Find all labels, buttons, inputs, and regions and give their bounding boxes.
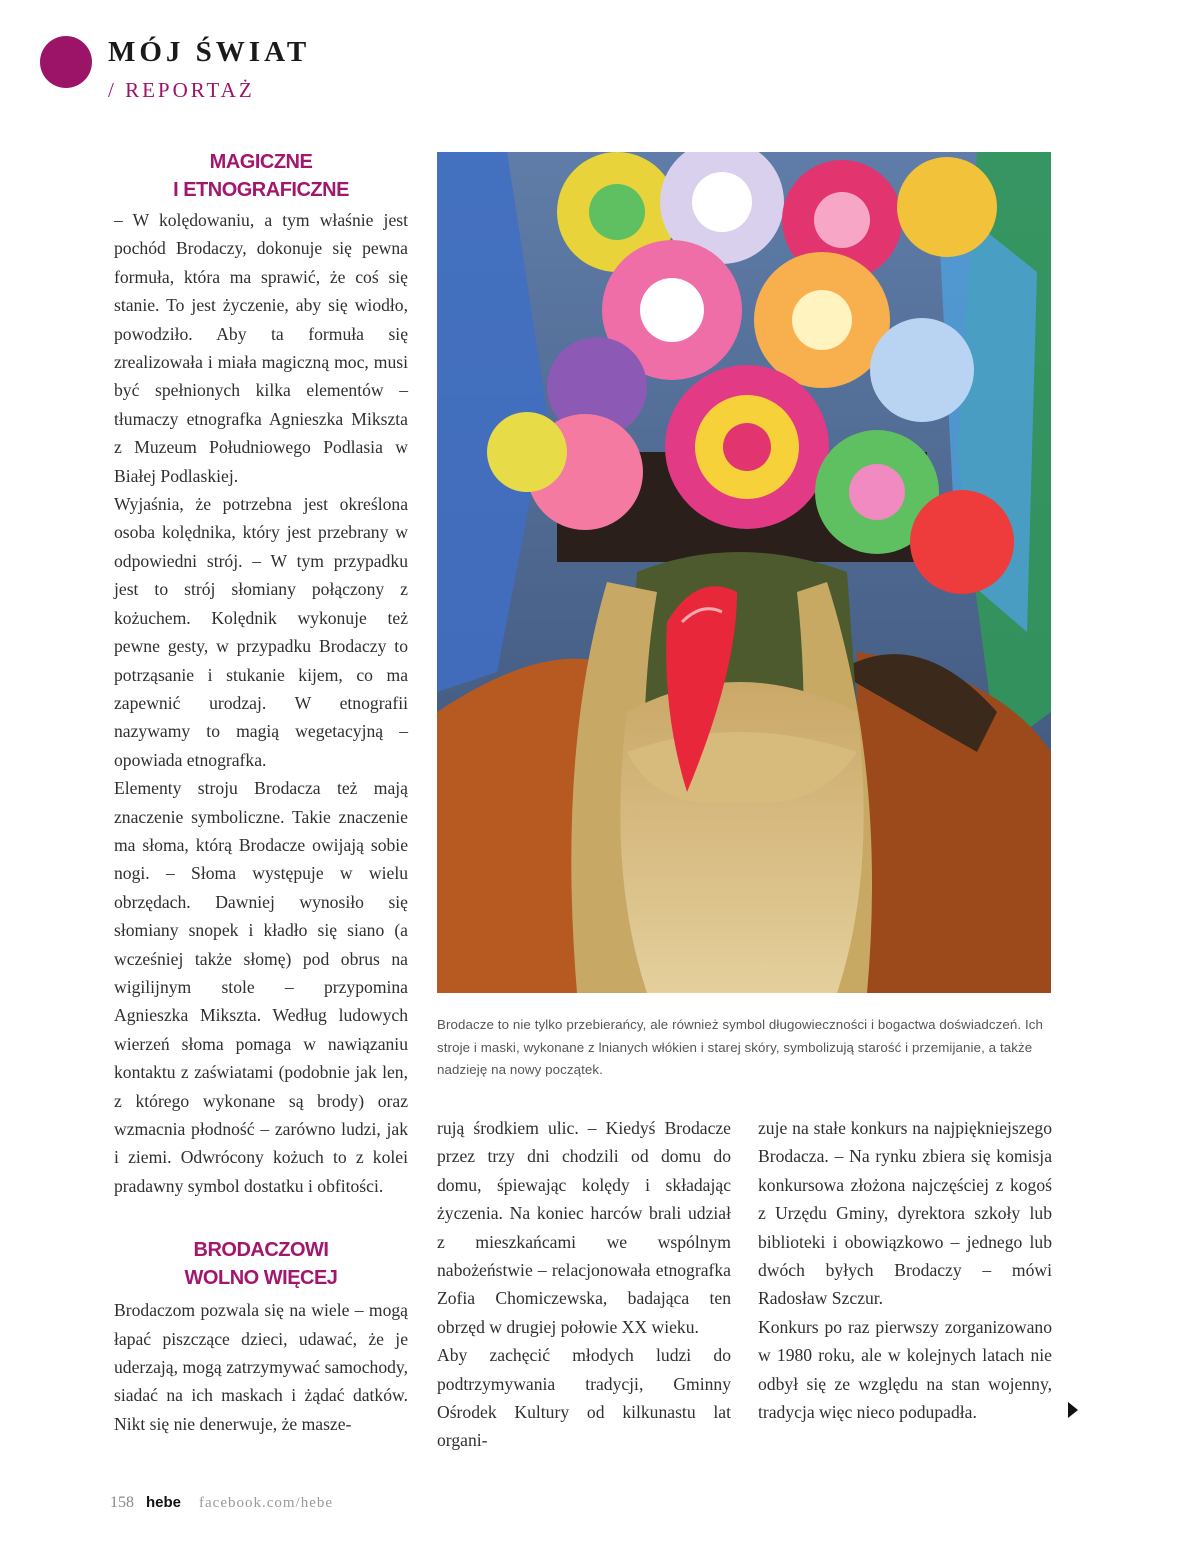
paragraph: Brodaczom pozwala się na wiele – mogą łapać piszczące dzieci, udawać, że je uderzają, mogą zatrzymywać samochody, siadać na ich maskach i żądać datków. Nikt się nie denerwuje, że masze-: [114, 1300, 408, 1434]
section-marker-dot: [40, 36, 92, 88]
page-number: 158: [110, 1494, 134, 1511]
section-title: MÓJ ŚWIAT: [108, 36, 311, 68]
paragraph: zuje na stałe konkurs na najpiękniejszego Brodacza. – Na rynku zbiera się komisja konkursowa złożona najczęściej z kogoś z Urzędu Gminy, dyrektora szkoły lub biblioteki i obowiązkowo – jednego lub dwóch byłych Brodaczy – mówi Radosław Szczur.: [758, 1118, 1052, 1309]
paragraph: – W kolędowaniu, a tym właśnie jest pochód Brodaczy, dokonuje się pewna formuła, która ma sprawić, że coś się stanie. To jest życzenie, aby się wiodło, powodziło. Aby ta formuła się zrealizowała i miała magiczną moc, musi być spełnionych kilka elementów – tłumaczy etnografka Agnieszka Mikszta z Muzeum Południowego Podlasia w Białej Podlaskiej.: [114, 210, 408, 486]
footer-link[interactable]: facebook.com/hebe: [199, 1495, 334, 1511]
paragraph: Aby zachęcić młodych ludzi do podtrzymywania tradycji, Gminny Ośrodek Kultury od kilkunastu lat organi-: [437, 1345, 731, 1451]
paragraph: Elementy stroju Brodacza też mają znaczenie symboliczne. Takie znaczenie ma słoma, którą Brodacze owijają sobie nogi. – Słoma występuje w wielu obrzędach. Dawniej wynosiło się słomiany snopek i kładło się siano (a wcześniej także słomę) pod obrus na wigilijnym stole – przypomina Agnieszka Mikszta. Według ludowych wierzeń słoma pomaga w nawiązaniu kontaktu z zaświatami (podobnie jak len, z którego wykonane są brody) oraz wzmacnia płodność – zarówno ludzi, jak i ziemi. Odwrócony kożuch to z kolei pradawny symbol dostatku i obfitości.: [114, 778, 408, 1196]
heading-brodaczowi: [114, 1236, 408, 1292]
article-column-3: [758, 1114, 1052, 1426]
heading-brodaczowi-text: BRODACZOWI WOLNO WIĘCEJ: [184, 1239, 338, 1290]
section-subtitle: / REPORTAŻ: [108, 78, 255, 102]
heading-magiczne: [114, 148, 408, 204]
heading-magiczne-text: MAGICZNE I ETNOGRAFICZNE: [173, 151, 349, 201]
article-column-2: [437, 1114, 731, 1455]
article-column-1: [114, 148, 408, 1438]
paragraph: rują środkiem ulic. – Kiedyś Brodacze przez trzy dni chodzili od domu do domu, śpiewając kolędy i składając życzenia. Na koniec harców brali udział z mieszkańcami we wspólnym nabożeństwie – relacjonowała etnografka Zofia Chomiczewska, badająca ten obrzęd w drugiej połowie XX wieku.: [437, 1118, 731, 1337]
paragraph: Konkurs po raz pierwszy zorganizowano w 1980 roku, ale w kolejnych latach nie odbył się ze względu na stan wojenny, tradycja więc nieco podupadła.: [758, 1316, 1052, 1423]
brand-logo: hebe: [146, 1494, 182, 1511]
photo-caption: Brodacze to nie tylko przebierańcy, ale również symbol długowieczności i bogactwa doświadczeń. Ich stroje i maski, wykonane z lnianych włókien i starej skóry, symbolizują starość i przemijanie, a także nadzieję na nowy początek.: [437, 1017, 1043, 1077]
paragraph: Wyjaśnia, że potrzebna jest określona osoba kolędnika, który jest przebrany w odpowiedni strój. – W tym przypadku jest to strój słomiany połączony z kożuchem. Kolędnik wykonuje też pewne gesty, w przypadku Brodaczy to potrząsanie i stukanie kijem, co ma zapewnić urodzaj. W etnografii nazywamy to magią wegetacyjną – opowiada etnografka.: [114, 494, 408, 770]
page-footer: [110, 1494, 333, 1512]
photo-illustration: [437, 152, 1051, 993]
continue-arrow-icon: [1068, 1402, 1078, 1418]
brodacz-mask-photo: [437, 152, 1051, 993]
